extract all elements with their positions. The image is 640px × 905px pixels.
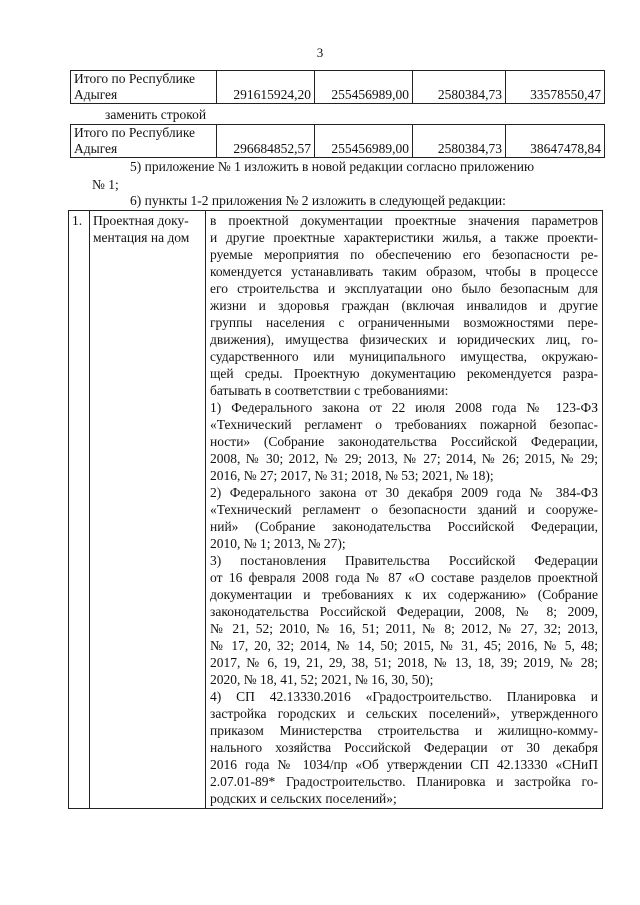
row-description-line: руемые мероприятия по обеспечению его безопасности ре- — [210, 247, 598, 262]
item-5-line2: № 1; — [92, 177, 119, 192]
row-description-line: 2016 года № 1034/пр «Об утверждении СП 42.13330 «СНиП — [210, 757, 598, 772]
replace-instruction: заменить строкой — [105, 107, 207, 122]
new-total-label-line1: Итого по Республике — [74, 125, 196, 140]
row-description-line: застройка городских и сельских поселений», утвержденного — [210, 706, 598, 721]
new-total-value-2: 255456989,00 — [315, 125, 413, 158]
row-description-line: щей среды. Проектную документацию рекомендуется разра- — [210, 366, 598, 381]
row-description-line: 4) СП 42.13330.2016 «Градостроительство. Планировка и — [210, 689, 598, 704]
row-number: 1. — [69, 211, 90, 809]
row-description-line: № 17, 20, 32; 2014, № 14, 50; 2015, № 31, 45; 2016, № 5, 48; — [210, 638, 598, 653]
old-total-value-1: 291615924,20 — [217, 71, 315, 104]
row-description-line: 2020, № 18, 41, 52; 2021, № 16, 30, 50); — [210, 672, 434, 687]
old-total-value-4: 33578550,47 — [506, 71, 605, 104]
new-total-label — [71, 125, 217, 158]
row-description-line: 1) Федерального закона от 22 июля 2008 года № 123-ФЗ — [210, 400, 598, 415]
old-total-label-line2: Адыгея — [74, 87, 118, 102]
row-description-line: 3) постановления Правительства Российской Федерации — [210, 553, 598, 568]
row-description-line: движения), имущества физических и юридических лиц, го- — [210, 332, 598, 347]
old-total-value-3: 2580384,73 — [413, 71, 506, 104]
row-description-line: его строительства и эксплуатации оно было безопасным для — [210, 281, 598, 296]
row-description-line: батывать в соответствии с требованиями: — [210, 383, 449, 398]
row-description-line: комендуется устанавливать таким образом, чтобы в процессе — [210, 264, 598, 279]
appendix-2-row-1 — [69, 211, 603, 809]
row-description-line: № 21, 52; 2010, № 16, 51; 2011, № 8; 2012, № 27, 32; 2013, — [210, 621, 598, 636]
item-6: 6) пункты 1-2 приложения № 2 изложить в следующей редакции: — [130, 193, 506, 208]
new-total-row-table — [70, 124, 605, 158]
row-description-line: 2017, № 6, 19, 21, 29, 38, 51; 2018, № 13, 18, 39; 2019, № 28; — [210, 655, 598, 670]
row-description-line: 2010, № 1; 2013, № 27); — [210, 536, 346, 551]
row-description-line: законодательства Российской Федерации, 2008, № 8; 2009, — [210, 604, 598, 619]
row-description-line: документации и требованиях к их содержанию» (Собрание — [210, 587, 598, 602]
row-description-line: ности» (Собрание законодательства Российской Федерации, — [210, 434, 598, 449]
row-description-line: группы населения с ограниченными возможностями пере- — [210, 315, 598, 330]
new-total-value-4: 38647478,84 — [506, 125, 605, 158]
row-description-line: «Технический регламент о требованиях пожарной безопас- — [210, 417, 598, 432]
item-5-line1: 5) приложение № 1 изложить в новой редакции согласно приложению — [130, 159, 535, 174]
row-title — [90, 211, 206, 809]
appendix-2-table — [68, 210, 603, 809]
row-description-line: жизни и здоровья граждан (включая инвалидов и другие — [210, 298, 598, 313]
new-total-row — [71, 125, 605, 158]
old-total-label-line1: Итого по Республике — [74, 71, 196, 86]
old-total-label — [71, 71, 217, 104]
row-title-line: ментация на дом — [93, 230, 190, 245]
row-description-line: родских и сельских поселений»; — [210, 791, 397, 806]
new-total-value-3: 2580384,73 — [413, 125, 506, 158]
row-description-line: от 16 февраля 2008 года № 87 «О составе разделов проектной — [210, 570, 598, 585]
row-description-line: нального хозяйства Российской Федерации от 30 декабря — [210, 740, 598, 755]
row-description-line: 2.07.01-89* Градостроительство. Планировка и застройка го- — [210, 774, 598, 789]
row-description — [206, 211, 603, 809]
old-total-value-2: 255456989,00 — [315, 71, 413, 104]
row-description-line: «Технический регламент о безопасности зданий и сооруже- — [210, 502, 598, 517]
page-number: 3 — [316, 45, 324, 60]
old-total-row — [71, 71, 605, 104]
row-description-line: 2008, № 30; 2012, № 29; 2013, № 27; 2014, № 26; 2015, № 29; — [210, 451, 598, 466]
row-description-line: сударственного или муниципального имущества, окружаю- — [210, 349, 598, 364]
row-description-line: и другие проектные характеристики жилья, а также проекти- — [210, 230, 598, 245]
row-description-line: в проектной документации проектные значения параметров — [210, 213, 598, 228]
old-total-row-table — [70, 70, 605, 104]
row-description-line: приказом Министерства строительства и жилищно-комму- — [210, 723, 598, 738]
new-total-value-1: 296684852,57 — [217, 125, 315, 158]
row-description-line: ний» (Собрание законодательства Российской Федерации, — [210, 519, 598, 534]
row-title-line: Проектная доку- — [93, 213, 189, 228]
row-description-line: 2016, № 27; 2017, № 31; 2018, № 53; 2021, № 18); — [210, 468, 494, 483]
new-total-label-line2: Адыгея — [74, 141, 118, 156]
row-description-line: 2) Федерального закона от 30 декабря 2009 года № 384-ФЗ — [210, 485, 598, 500]
